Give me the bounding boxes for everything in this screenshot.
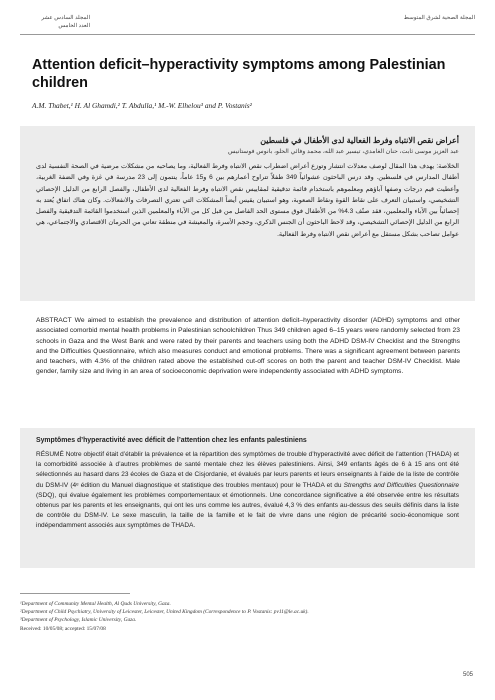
english-abstract-text: We aimed to establish the prevalence and distribution of attention deficit–hyperactivity disorder (ADHD) symptoms and other associated comorbid mental health problems in Palestinian schoolchildren Thus 349 children aged 6–15 years were randomly selected from 23 schools in Gaza and the West Bank and were rated by their parents and teachers using both the ADHD DSM-IV Checklist and the Strengths and the Difficulties Questionnaire, which also measures conduct and emotional problems. There was a significant agreement between parents and teachers, with 4.3% of the children rated above the established cut-off scores on both the parent and teacher DSM-IV Checklist. Male gender, family size and living in an area of socioeconomic deprivation were independently associated with ADHD symptoms. xyxy=(36,317,461,376)
resume-label: RÉSUMÉ xyxy=(36,451,64,458)
affiliation-1: ¹Department of Community Mental Health, Al Quds University, Gaza. xyxy=(20,601,171,607)
french-abstract-italic: Strengths and Difficulties Questionnaire xyxy=(343,481,459,489)
english-abstract xyxy=(36,316,460,378)
arabic-abstract-text: الخلاصة: يهدف هذا المقال لوصف معدلات انتشار وتوزع أعراض اضطراب نقص الانتباه وفرط الفعالية، وما يصاحبه من مشكلات مرضية في الصحة النفسية لدى أطفال المدارس في فلسطين. وقد درس الباحثون عشوائياً 349 طفلاً تتراوح أعمارهم بين 6 و15 عاماً، ينتمون إلى 23 مدرسة في غزة وفي الضفة الغربية، وأعطيت قيم درجات وصفها آباؤهم ومعلموهم باستخدام قائمة تدقيقية لمقاييس نقص الانتباه وفرط الفعالية لدى الأطفال، والفصل الرابع من الدليل الإحصائي التشخيصي، واستبيان التعرف على نقاط القوة ونقاط الصعوبة، وهو استبيان يقيس أيضاً المشكلات التي تعتري التصرفات والانفعالات. وكان هناك اتفاق يُعتد به إحصائياً بين الآباء والمعلمين، فقد صنّف 4.3% من الأطفال فوق مستوى الحد الفاصل من قبل كل من الآباء والمعلمين الذين استخدموا القائمة التدقيقية والفصل الرابع من الدليل الإحصائي التشخيصي، وقد لاحظ الباحثون أن الجنس الذكري، وحجم الأسرة، والمعيشة في منطقة تعاني من الحرمان الاقتصادي والاجتماعي، هي عوامل تصاحب بشكل مستقل مع أعراض نقص الانتباه وفرط الفعالية. xyxy=(36,163,460,238)
journal-name: المجلة الصحية لشرق المتوسط xyxy=(403,15,475,21)
issue-label: العدد الخامس xyxy=(58,23,90,29)
journal-header-left xyxy=(20,14,90,30)
footnote-divider xyxy=(20,593,130,594)
arabic-title: أعراض نقص الانتباه وفرط الفعالية لدى الأطفال في فلسطين xyxy=(260,136,459,145)
volume-label: المجلد السادس عشر xyxy=(41,15,90,21)
journal-header-right xyxy=(355,14,475,22)
affiliation-2: ²Department of Child Psychiatry, University of Leicester, Leicester, United Kingdom (Correspondence to P. Vostanis: pv11@le.ac.uk). xyxy=(20,609,309,616)
affiliation-3: ³Department of Psychology, Islamic University, Gaza. xyxy=(20,617,137,624)
french-abstract-part2: (SDQ), qui évalue également les problèmes comportementaux et émotionnels. Une concordance significative a été observée entre les résultats obtenus par les parents et les enseignants, qui ont les uns comme les autres, évalué 4,3 % des enfants au-dessus des seuils définis dans la liste de contrôle du DSM-IV. Le sexe masculin, la taille de la famille et le fait de vivre dans une région de précarité socio-économique sont indépendamment associés aux symptômes de THADA. xyxy=(36,491,459,530)
arabic-abstract-box xyxy=(20,126,475,301)
affiliations xyxy=(20,600,460,633)
french-abstract xyxy=(36,450,459,532)
arabic-authors: عبد العزيز موسى ثابت، حنان الغامدي، تيسير عبد الله، محمد وفائي الحلو، بانوس فوستانيس xyxy=(227,148,459,155)
header-divider xyxy=(20,34,475,35)
french-title: Symptômes d’hyperactivité avec déficit de l’attention chez les enfants palestiniens xyxy=(36,437,307,444)
received-dates: Received: 10/05/08; accepted: 15/07/08 xyxy=(20,625,106,632)
article-title: Attention deficit–hyperactivity symptoms among Palestinian children xyxy=(32,57,446,91)
abstract-label: ABSTRACT xyxy=(36,317,72,324)
author-list: A.M. Thabet,¹ H. Al Ghamdi,² T. Abdulla,¹ M.-W. Elhelou³ and P. Vostanis² xyxy=(32,101,252,110)
french-abstract-box xyxy=(20,428,475,568)
french-abstract-part1: Notre objectif était d’établir la prévalence et la répartition des symptômes de trouble d’hyperactivité avec déficit de l’attention (THADA) et la comorbidité associée à d’autres problèmes de santé mentale chez les élèves palestiniens. Ainsi, 349 enfants âgés de 6 à 15 ans ont été sélectionnés au hasard dans 23 écoles de Gaza et de Cisjordanie, et évalués par leurs parents et leurs enseignants à l’aide de la liste de contrôle du DSM-IV (4ᵉ édition du Manuel diagnostique et statistique des troubles mentaux) pour le THADA et du xyxy=(36,451,459,489)
page-number: 505 xyxy=(462,672,473,678)
